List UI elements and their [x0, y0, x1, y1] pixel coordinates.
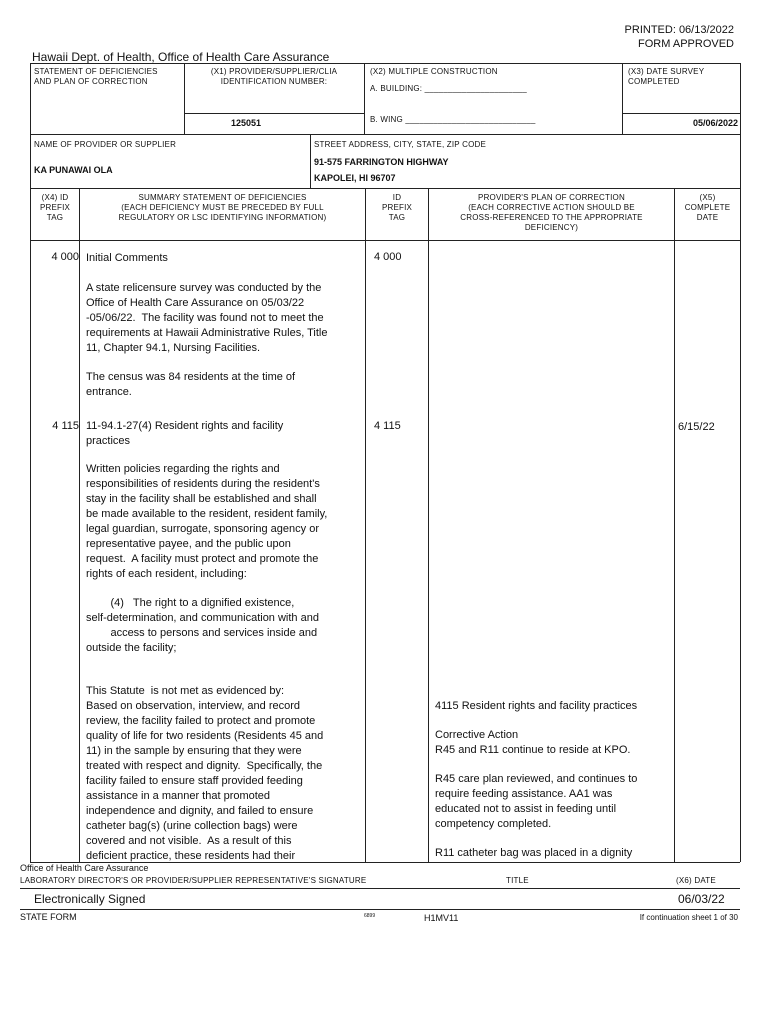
- city-state-zip: KAPOLEI, HI 96707: [314, 173, 396, 183]
- row2-title: 11-94.1-27(4) Resident rights and facility practices: [86, 420, 284, 447]
- title-label: TITLE: [506, 876, 529, 885]
- event-id: H1MV11: [424, 913, 459, 923]
- wing-label: B. WING ____________________________: [370, 115, 536, 124]
- row2-right-clause: (4) The right to a dignified existence, self-determination, and communication with and access to persons and services inside and outside the facility;: [86, 597, 319, 654]
- building-label: A. BUILDING: ______________________: [370, 84, 527, 93]
- signature-label: LABORATORY DIRECTOR'S OR PROVIDER/SUPPLIER REPRESENTATIVE'S SIGNATURE: [20, 876, 367, 885]
- street-address: 91-575 FARRINGTON HIGHWAY: [314, 157, 449, 167]
- provider-name: KA PUNAWAI OLA: [34, 165, 113, 175]
- row2-complete-date: 6/15/22: [678, 421, 715, 433]
- x3-label: (X3) DATE SURVEY COMPLETED: [628, 67, 705, 86]
- form-number: 6899: [364, 913, 376, 919]
- row1-title: Initial Comments: [86, 252, 168, 264]
- row1-prefix-tag: 4 000: [51, 251, 79, 263]
- row1-para2: The census was 84 residents at the time of entrance.: [86, 371, 296, 398]
- statement-label: STATEMENT OF DEFICIENCIES AND PLAN OF CORRECTION: [34, 67, 158, 86]
- signed-date: 06/03/22: [678, 892, 725, 906]
- date-label: (X6) DATE: [676, 876, 716, 885]
- plan-r11: R11 catheter bag was placed in a dignity: [435, 847, 633, 859]
- x1-label: (X1) PROVIDER/SUPPLIER/CLIA IDENTIFICATION NUMBER:: [210, 67, 338, 86]
- footer-office: Office of Health Care Assurance: [20, 863, 149, 873]
- row1-para1: A state relicensure survey was conducted by the Office of Health Care Assurance on 05/03/22 -05/06/22. The facility was found not to meet the requirements at Hawaii Administrative Rules, Title 11, Chapter 94.1, Nursing Facilities.: [86, 282, 328, 354]
- form-name: STATE FORM: [20, 912, 77, 922]
- col-x4-header: (X4) ID PREFIX TAG: [39, 193, 71, 222]
- form-approved: FORM APPROVED: [638, 38, 734, 50]
- agency-name: Hawaii Dept. of Health, Office of Health Care Assurance: [32, 50, 330, 64]
- address-label: STREET ADDRESS, CITY, STATE, ZIP CODE: [314, 140, 487, 149]
- continuation-sheet: If continuation sheet 1 of 30: [639, 913, 738, 922]
- provider-name-label: NAME OF PROVIDER OR SUPPLIER: [34, 140, 177, 149]
- col-x5-header: (X5) COMPLETE DATE: [684, 193, 731, 222]
- printed-date: PRINTED: 06/13/2022: [624, 24, 734, 36]
- row2-findings: This Statute is not met as evidenced by: Based on observation, interview, and record review, the facility failed to protect and promote quality of life for two residents (Residents 45 and 11) in the sample by ensuring that they were treated with respect and dignity. Specifically, the facility failed to ensure staff provided feeding assistance in a manner that promoted independence and dignity, and failed to ensure catheter bag(s) (urine collection bags) were covered and not visible. As a result of this deficient practice, these residents had their: [86, 685, 324, 862]
- plan-corrective-action: Corrective Action R45 and R11 continue to reside at KPO.: [435, 729, 631, 756]
- col-plan-header: PROVIDER'S PLAN OF CORRECTION (EACH CORRECTIVE ACTION SHOULD BE CROSS-REFERENCED TO THE APPROPRIATE DEFICIENCY): [460, 193, 643, 232]
- row2-id-tag: 4 115: [374, 420, 401, 432]
- signature-value: Electronically Signed: [34, 892, 146, 906]
- row2-prefix-tag: 4 115: [52, 420, 79, 432]
- row1-id-tag: 4 000: [374, 251, 402, 263]
- x1-provider-number: 125051: [230, 118, 262, 128]
- x3-survey-date: 05/06/2022: [692, 118, 738, 128]
- plan-r45: R45 care plan reviewed, and continues to require feeding assistance. AA1 was educated not to assist in feeding until competency completed.: [435, 773, 638, 830]
- plan-heading: 4115 Resident rights and facility practices: [435, 700, 638, 712]
- col-summary-header: SUMMARY STATEMENT OF DEFICIENCIES (EACH DEFICIENCY MUST BE PRECEDED BY FULL REGULATORY OR LSC IDENTIFYING INFORMATION): [118, 193, 327, 222]
- col-id-header: ID PREFIX TAG: [381, 193, 413, 222]
- x2-label: (X2) MULTIPLE CONSTRUCTION: [370, 67, 498, 76]
- row2-policy-text: Written policies regarding the rights and responsibilities of residents during the resident's stay in the facility shall be established and shall be made available to the resident, resident family, legal guardian, surrogate, sponsoring agency or representative payee, and the public upon request. A facility must protect and promote the rights of each resident, including:: [86, 463, 328, 580]
